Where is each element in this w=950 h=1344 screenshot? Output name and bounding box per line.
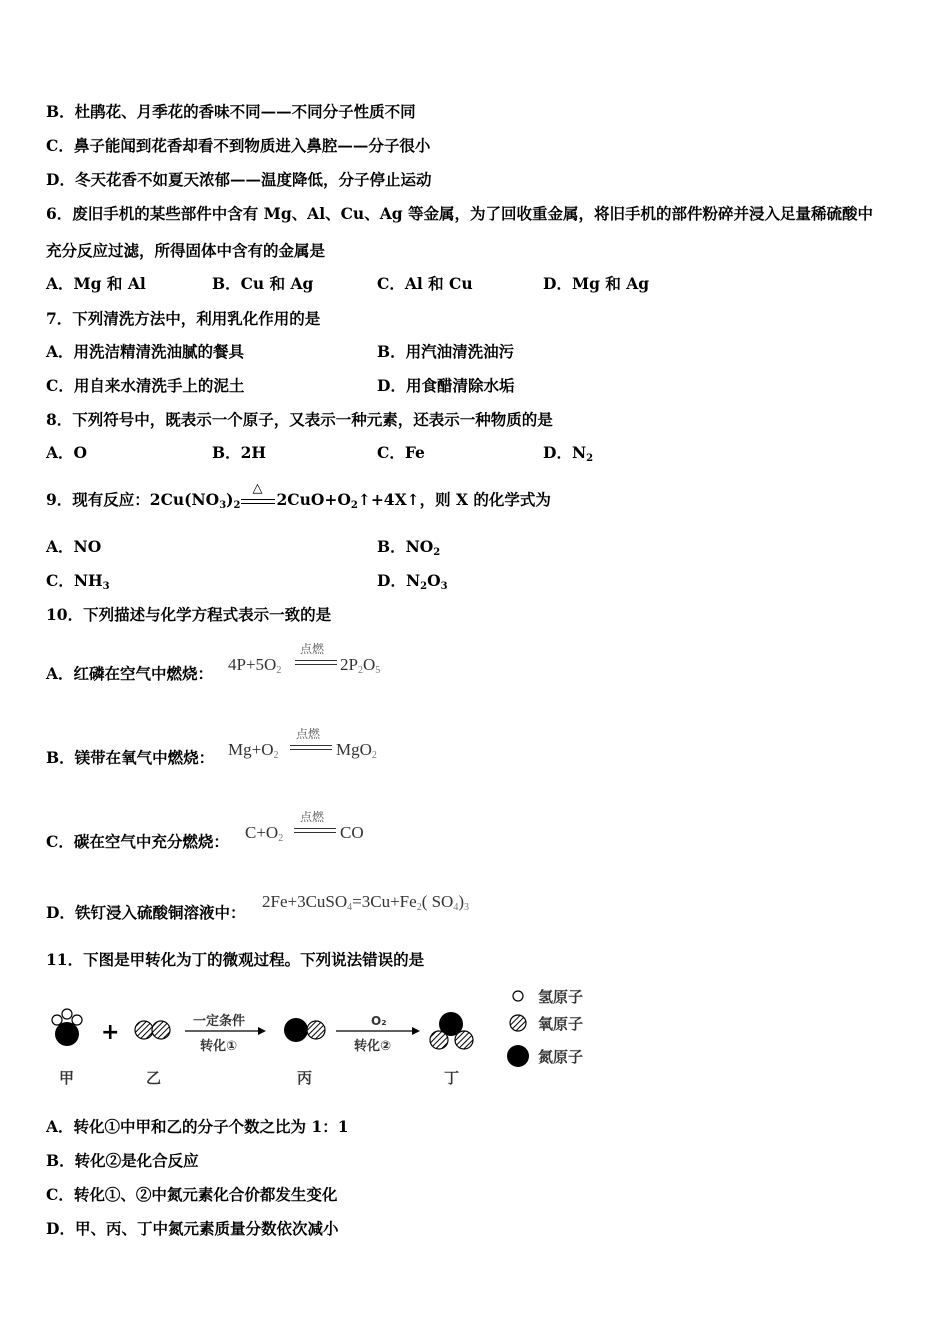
q7-option-c: C．用自来水清洗手上的泥土: [46, 376, 245, 395]
q10-option-c-equals: [294, 828, 336, 833]
label-ding: 丁: [444, 1069, 460, 1087]
q10-option-b-right: MgO$_2$: [336, 740, 377, 761]
q11-option-a: A．转化①中甲和乙的分子个数之比为 1：1: [46, 1117, 349, 1136]
q10-option-a-condition: 点燃: [300, 642, 325, 656]
legend-nitrogen-label: 氮原子: [538, 1048, 584, 1066]
q11-micro-process-diagram: [40, 980, 600, 1090]
q7-option-a: A．用洗洁精清洗油腻的餐具: [46, 342, 245, 361]
arrow-2-condition: O₂: [371, 1014, 387, 1028]
q7-stem: 7．下列清洗方法中，利用乳化作用的是: [46, 309, 321, 328]
q6-option-a: A．Mg 和 Al: [46, 274, 146, 293]
q6-option-c: C．Al 和 Cu: [377, 274, 473, 293]
q9-option-d: D．$N_2O_3$: [377, 571, 448, 592]
q9-option-a: A．NO: [46, 537, 102, 556]
q11-option-d: D．甲、丙、丁中氮元素质量分数依次减小: [46, 1219, 339, 1238]
legend-oxygen-symbol: [510, 1015, 526, 1031]
q5-option-c: C．鼻子能闻到花香却看不到物质进入鼻腔——分子很小: [46, 136, 431, 155]
q7-option-b: B．用汽油清洗油污: [377, 342, 515, 361]
arrow-conversion-2: [336, 1027, 420, 1035]
q6-option-d: D．Mg 和 Ag: [543, 274, 650, 293]
q9-heat-symbol: △: [252, 481, 263, 496]
molecule-jia-ammonia: [52, 1009, 82, 1046]
q10-option-c-condition: 点燃: [300, 810, 325, 824]
label-jia: 甲: [59, 1069, 75, 1087]
q10-option-d-label: D．铁钉浸入硫酸铜溶液中：: [46, 903, 246, 922]
arrow-2-label: 转化②: [354, 1039, 392, 1054]
label-yi: 乙: [146, 1069, 162, 1087]
q11-option-c: C．转化①、②中氮元素化合价都发生变化: [46, 1185, 338, 1204]
q10-option-b-condition: 点燃: [296, 727, 321, 741]
q9-stem: 9．现有反应：$2Cu(NO_3)_2$ △ $2CuO+O_2↑+4X↑$，则 X 的化学式为: [46, 481, 551, 511]
molecule-yi-oxygen: [135, 1021, 170, 1039]
legend-hydrogen-symbol: [513, 991, 523, 1001]
q11-option-b: B．转化②是化合反应: [46, 1151, 199, 1170]
q10-option-a-right: $2P_2O_5$: [340, 655, 381, 676]
q8-option-b: B．2H: [212, 443, 267, 462]
legend-oxygen-label: 氧原子: [538, 1015, 584, 1033]
molecule-ding-no2: [430, 1012, 473, 1049]
plus-sign: +: [101, 1020, 120, 1045]
q8-option-a: A．O: [46, 443, 88, 462]
q10-option-b-label: B．镁带在氧气中燃烧：: [46, 748, 215, 767]
q6-option-b: B．Cu 和 Ag: [212, 274, 314, 293]
q8-option-c: C．Fe: [377, 443, 425, 462]
q10-option-b-left: $Mg+O_2$: [228, 740, 279, 761]
legend: [507, 988, 583, 1067]
q10-option-a-label: A．红磷在空气中燃烧：: [46, 664, 214, 683]
q10-option-c-right: CO: [340, 823, 364, 842]
q9-option-b: B．$NO_2$: [377, 537, 441, 558]
q10-option-a-left: $4P+5O_2$: [228, 655, 282, 676]
q9-option-c: C．$NH_3$: [46, 571, 110, 592]
q8-option-d: D．$N_2$: [543, 443, 594, 464]
q6-stem-line2: 充分反应过滤，所得固体中含有的金属是: [46, 241, 326, 260]
legend-nitrogen-symbol: [507, 1045, 529, 1067]
arrow-1-label: 转化①: [200, 1039, 238, 1054]
q5-option-d: D．冬天花香不如夏天浓郁——温度降低，分子停止运动: [46, 170, 432, 189]
q11-stem: 11．下图是甲转化为丁的微观过程。下列说法错误的是: [46, 950, 425, 969]
q10-option-c-label: C．碳在空气中充分燃烧：: [46, 832, 229, 851]
q10-stem: 10．下列描述与化学方程式表示一致的是: [46, 605, 332, 624]
arrow-1-condition: 一定条件: [193, 1014, 246, 1029]
q8-stem: 8．下列符号中，既表示一个原子，又表示一种元素，还表示一种物质的是: [46, 410, 553, 429]
q10-option-c-left: $C+O_2$: [245, 823, 284, 844]
q5-option-b: B．杜鹃花、月季花的香味不同——不同分子性质不同: [46, 102, 416, 121]
q6-stem-line1: 6．废旧手机的某些部件中含有 Mg、Al、Cu、Ag 等金属，为了回收重金属，将旧手机的部件粉碎并浸入足量稀硫酸中: [46, 204, 873, 223]
q10-option-d-equation: $2Fe+3CuSO_4=3Cu+Fe_2$( $SO_4)_3$: [262, 892, 470, 913]
q9-heat-arrow: [240, 481, 276, 509]
molecule-bing-no: [284, 1018, 325, 1042]
label-bing: 丙: [297, 1069, 313, 1087]
q10-option-a-equals: [295, 660, 337, 665]
q10-option-b-equals: [290, 745, 332, 750]
legend-hydrogen-label: 氢原子: [538, 988, 584, 1006]
q7-option-d: D．用食醋清除水垢: [377, 376, 515, 395]
